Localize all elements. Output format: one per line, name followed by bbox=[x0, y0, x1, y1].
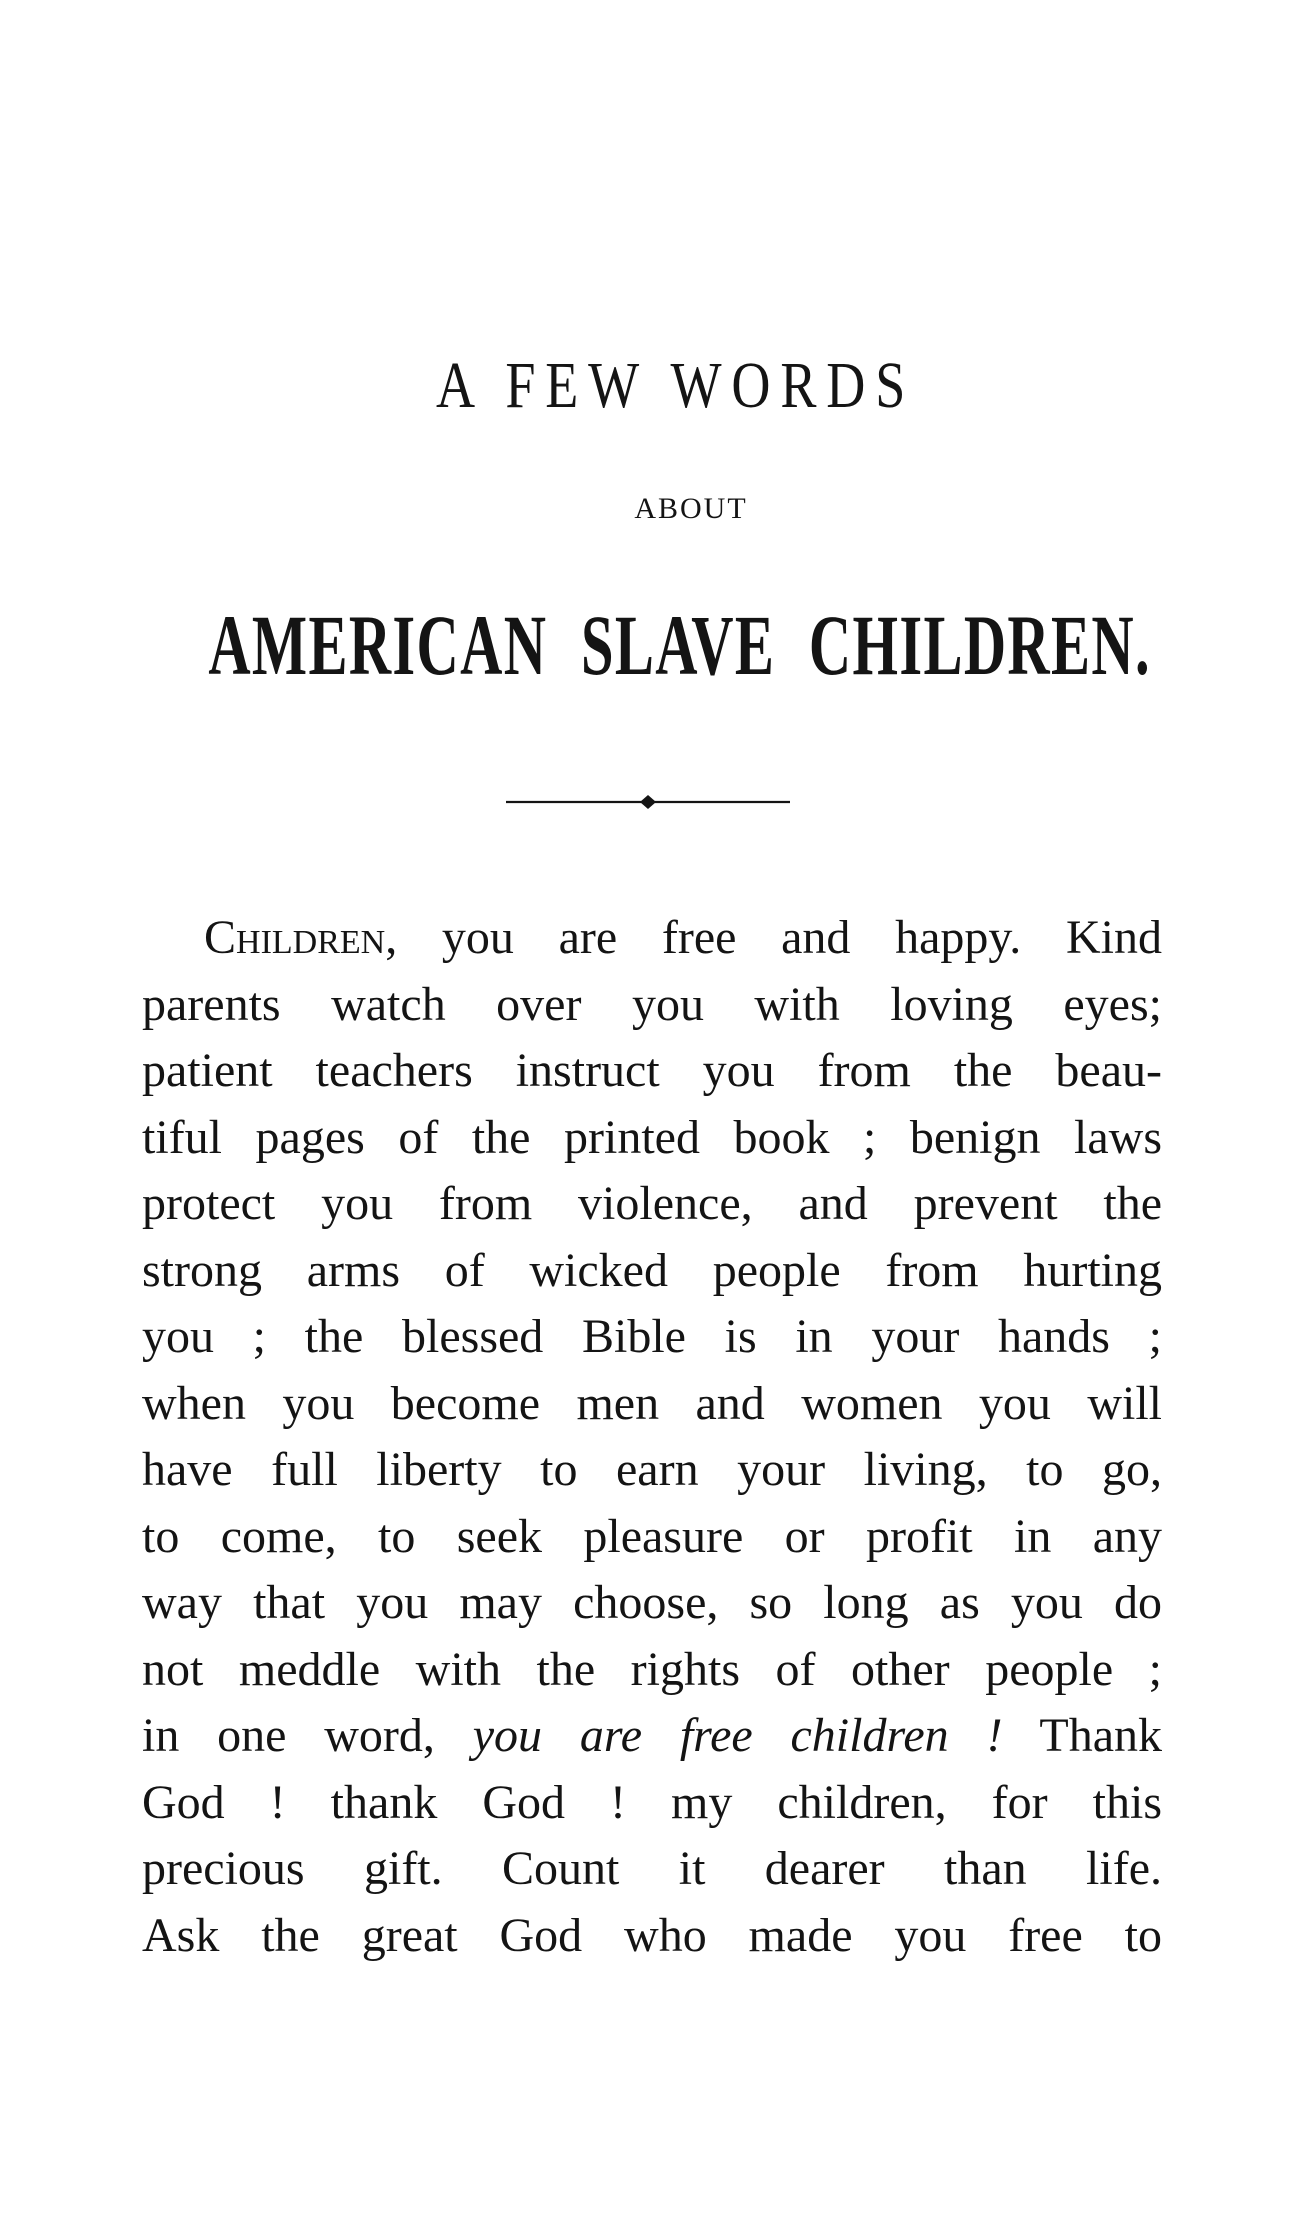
body-line bbox=[142, 905, 1162, 972]
body-line: Ask the great God who made you free to bbox=[142, 1908, 1162, 1962]
body-line: patient teachers instruct you from the beau- bbox=[142, 1044, 1162, 1097]
body-line bbox=[142, 1703, 1162, 1770]
body-line: to come, to seek pleasure or profit in any bbox=[142, 1509, 1162, 1563]
opening-word: Children bbox=[204, 911, 386, 964]
body-line: parents watch over you with loving eyes; bbox=[142, 977, 1162, 1031]
heading-line-2: ABOUT bbox=[634, 492, 748, 525]
body-line: not meddle with the rights of other people ; bbox=[142, 1642, 1162, 1696]
emphasized-phrase: you are free children ! bbox=[472, 1709, 1003, 1762]
body-line: God ! thank God ! my children, for this bbox=[142, 1775, 1162, 1829]
body-line: when you become men and women you will bbox=[142, 1376, 1162, 1430]
body-line: protect you from violence, and prevent the bbox=[142, 1177, 1162, 1230]
ornament-divider bbox=[506, 793, 790, 811]
heading-line-1: A FEW WORDS bbox=[436, 349, 916, 422]
body-line-text: in one word, bbox=[142, 1709, 435, 1762]
heading-line-3: AMERICAN SLAVE CHILDREN. bbox=[208, 597, 1151, 693]
body-line-text: Thank bbox=[1039, 1709, 1163, 1762]
body-line: tiful pages of the printed book ; benign laws bbox=[142, 1110, 1162, 1164]
body-line-text: , you are free and happy. Kind bbox=[385, 911, 1162, 964]
body-line: you ; the blessed Bible is in your hands ; bbox=[142, 1310, 1162, 1363]
body-paragraph bbox=[142, 905, 1162, 1969]
body-line: precious gift. Count it dearer than life. bbox=[142, 1842, 1162, 1895]
body-line: strong arms of wicked people from hurting bbox=[142, 1243, 1162, 1297]
body-line: have full liberty to earn your living, to go, bbox=[142, 1443, 1162, 1496]
body-line: way that you may choose, so long as you do bbox=[142, 1576, 1162, 1629]
